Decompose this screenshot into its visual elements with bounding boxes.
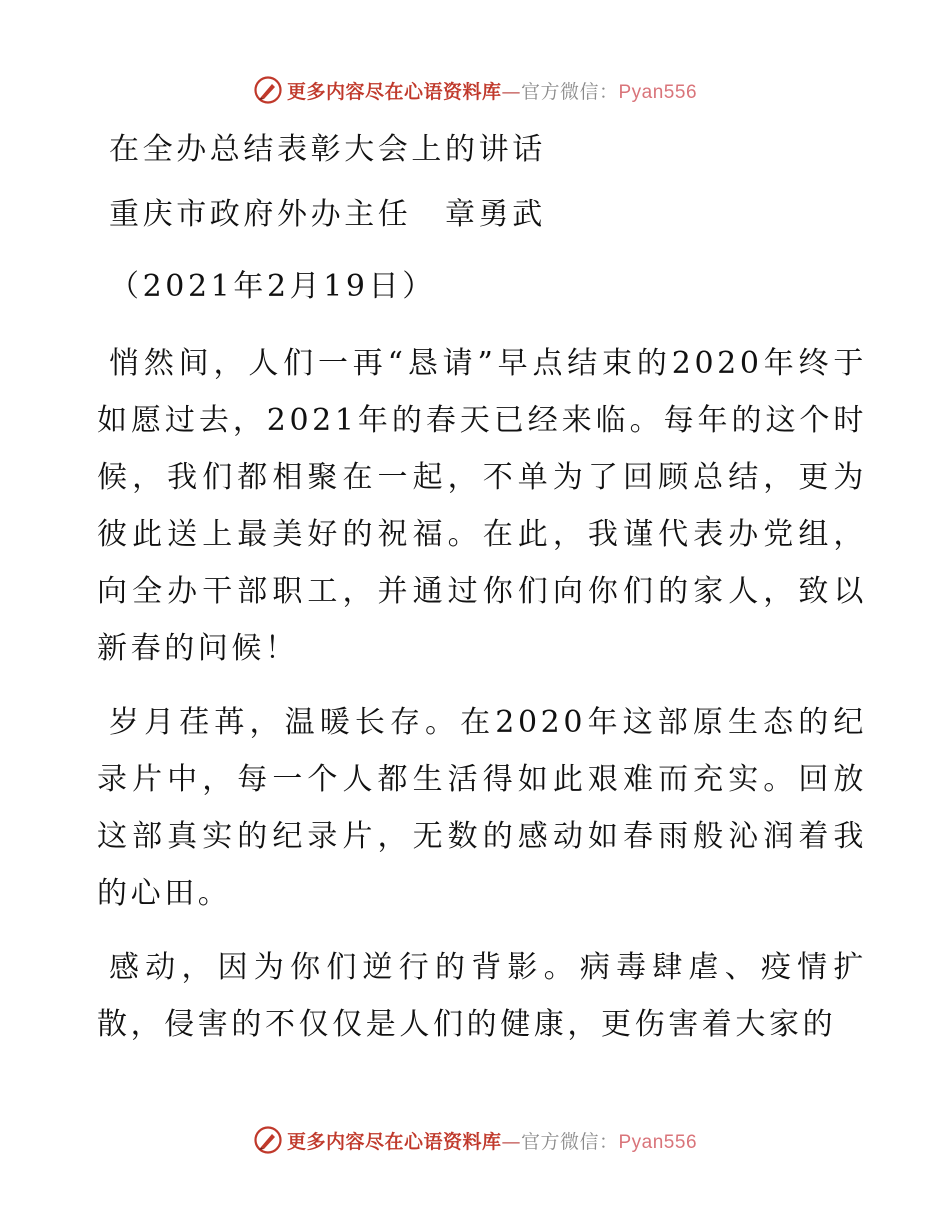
banner-text <box>287 1127 697 1154</box>
paragraph: 感动，因为你们逆行的背影。病毒肆虐、疫情扩散，侵害的不仅仅是人们的健康，更伤害着大家的 <box>97 950 867 1042</box>
document-body <box>97 120 867 1070</box>
date-line: （2021年2月19日） <box>109 269 436 304</box>
banner-wechat-label: 官方微信： <box>520 80 619 103</box>
banner-promo-text: 更多内容尽在心语资料库 <box>286 80 502 103</box>
header-banner <box>0 70 950 110</box>
banner-wechat-id: Pyan556 <box>618 1131 698 1153</box>
pen-logo-icon <box>253 75 283 105</box>
banner-wechat-label: 官方微信： <box>520 1130 619 1153</box>
footer-banner <box>0 1120 950 1160</box>
banner-wechat-id: Pyan556 <box>618 81 698 103</box>
paragraph: 岁月荏苒，温暖长存。在2020年这部原生态的纪录片中，每一个人都生活得如此艰难而充实。回放这部真实的纪录片，无数的感动如春雨般沁润着我的心田。 <box>97 705 867 911</box>
author-line: 重庆市政府外办主任 章勇武 <box>109 197 546 232</box>
banner-promo-text: 更多内容尽在心语资料库 <box>286 1130 502 1153</box>
banner-separator: — <box>501 1130 521 1153</box>
banner-separator: — <box>501 80 521 103</box>
pen-logo-icon <box>253 1125 283 1155</box>
banner-text <box>287 77 697 104</box>
document-title: 在全办总结表彰大会上的讲话 <box>109 132 546 167</box>
paragraph: 悄然间，人们一再“恳请”早点结束的2020年终于如愿过去，2021年的春天已经来临。每年的这个时候，我们都相聚在一起，不单为了回顾总结，更为彼此送上最美好的祝福。在此，我谨代表办党组，向全办干部职工，并通过你们向你们的家人，致以新春的问候！ <box>97 346 867 666</box>
